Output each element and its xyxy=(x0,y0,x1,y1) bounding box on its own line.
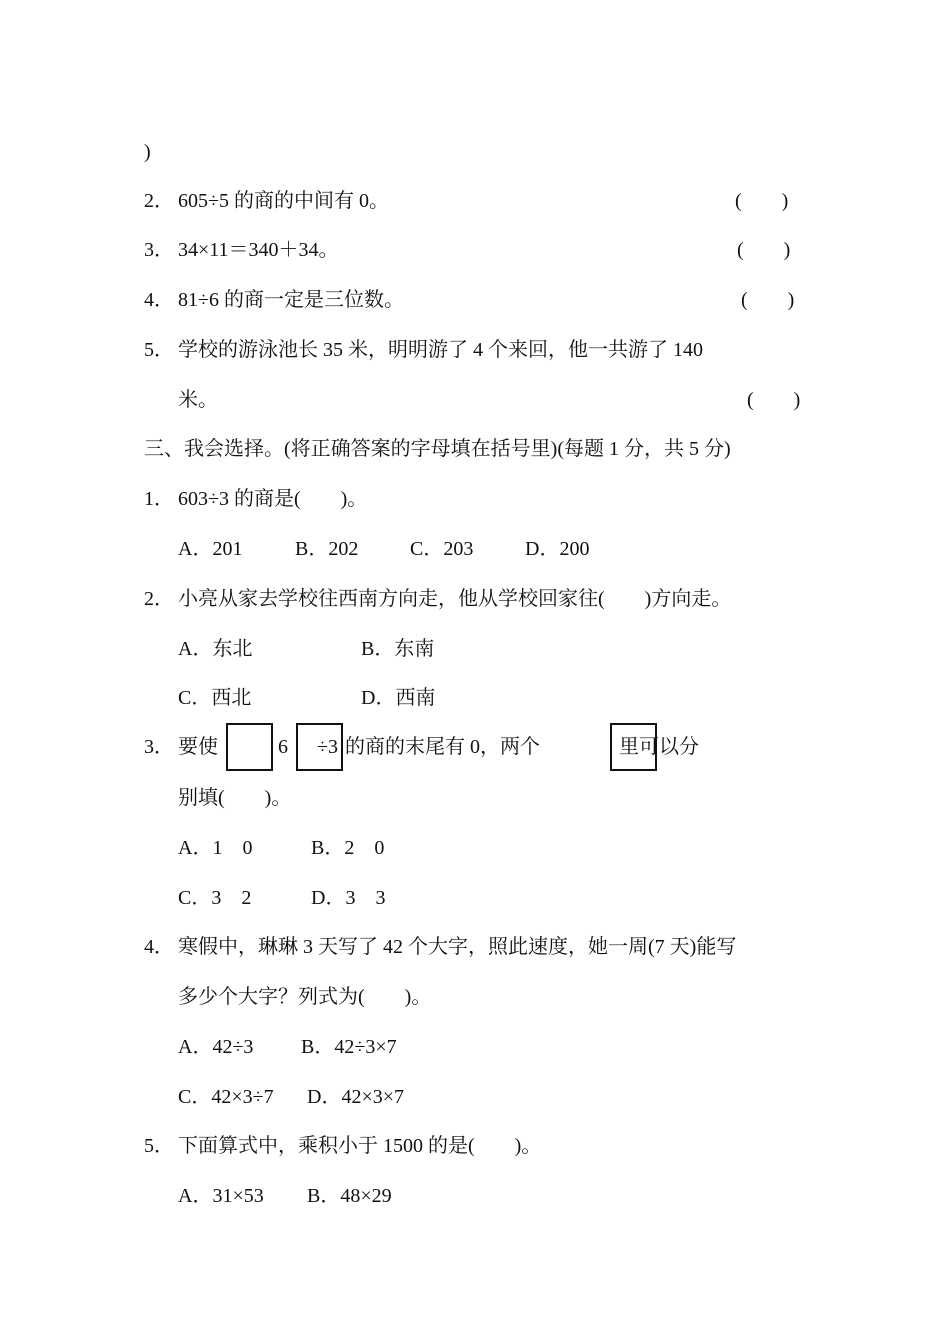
choice-q3-option-b: B．2 0 xyxy=(311,837,385,859)
choice-q3-text-cont: 别填( )。 xyxy=(178,787,292,809)
choice-q4-option-b: B．42÷3×7 xyxy=(301,1036,397,1058)
choice-q1-number: 1． xyxy=(144,488,174,510)
judge-q5-answer-paren: ( ) xyxy=(747,389,801,411)
choice-q2-option-d: D．西南 xyxy=(361,687,436,709)
judge-q4-number: 4． xyxy=(144,289,174,311)
choice-q1-option-d: D．200 xyxy=(525,538,590,560)
judge-q4-text: 81÷6 的商一定是三位数。 xyxy=(178,289,404,311)
judge-q3-number: 3． xyxy=(144,239,174,261)
choice-q4-option-a: A．42÷3 xyxy=(178,1036,254,1058)
choice-q3-text-b: 6 xyxy=(278,736,288,758)
choice-q2-text: 小亮从家去学校往西南方向走，他从学校回家往( )方向走。 xyxy=(178,588,732,610)
choice-q3-option-d: D．3 3 xyxy=(311,887,386,909)
top-paren: ) xyxy=(144,141,151,163)
choice-q3-text-d: 的商的末尾有 0，两个 xyxy=(345,736,540,758)
choice-q3-text-e: 里可以分 xyxy=(619,736,699,758)
judge-q3-text: 34×11＝340＋34。 xyxy=(178,239,339,261)
choice-q1-option-c: C．203 xyxy=(410,538,474,560)
choice-q1-option-a: A．201 xyxy=(178,538,243,560)
section-3-heading: 三、我会选择。(将正确答案的字母填在括号里)(每题 1 分，共 5 分) xyxy=(144,438,731,460)
choice-q4-text: 寒假中，琳琳 3 天写了 42 个大字，照此速度，她一周(7 天)能写 xyxy=(178,936,737,958)
judge-q5-text-cont: 米。 xyxy=(178,389,218,411)
judge-q4-answer-paren: ( ) xyxy=(741,289,795,311)
judge-q5-text: 学校的游泳池长 35 米，明明游了 4 个来回，他一共游了 140 xyxy=(178,339,703,361)
choice-q1-option-b: B．202 xyxy=(295,538,359,560)
blank-box-1 xyxy=(226,723,273,771)
choice-q3-number: 3． xyxy=(144,736,174,758)
choice-q4-number: 4． xyxy=(144,936,174,958)
choice-q5-number: 5． xyxy=(144,1135,174,1157)
choice-q4-text-cont: 多少个大字？列式为( )。 xyxy=(178,986,432,1008)
choice-q2-number: 2． xyxy=(144,588,174,610)
choice-q2-option-a: A．东北 xyxy=(178,638,253,660)
choice-q4-option-d: D．42×3×7 xyxy=(307,1086,405,1108)
choice-q3-text-c: ÷3 xyxy=(317,736,338,758)
choice-q3-option-a: A．1 0 xyxy=(178,837,253,859)
choice-q3-option-c: C．3 2 xyxy=(178,887,252,909)
choice-q4-option-c: C．42×3÷7 xyxy=(178,1086,274,1108)
judge-q2-number: 2． xyxy=(144,190,174,212)
choice-q2-option-b: B．东南 xyxy=(361,638,435,660)
choice-q5-option-b: B．48×29 xyxy=(307,1185,392,1207)
choice-q5-option-a: A．31×53 xyxy=(178,1185,264,1207)
choice-q2-option-c: C．西北 xyxy=(178,687,252,709)
judge-q2-answer-paren: ( ) xyxy=(735,190,789,212)
judge-q3-answer-paren: ( ) xyxy=(737,239,791,261)
judge-q5-number: 5． xyxy=(144,339,174,361)
choice-q1-text: 603÷3 的商是( )。 xyxy=(178,488,368,510)
judge-q2-text: 605÷5 的商的中间有 0。 xyxy=(178,190,389,212)
choice-q5-text: 下面算式中，乘积小于 1500 的是( )。 xyxy=(178,1135,542,1157)
choice-q3-text-a: 要使 xyxy=(178,736,218,758)
